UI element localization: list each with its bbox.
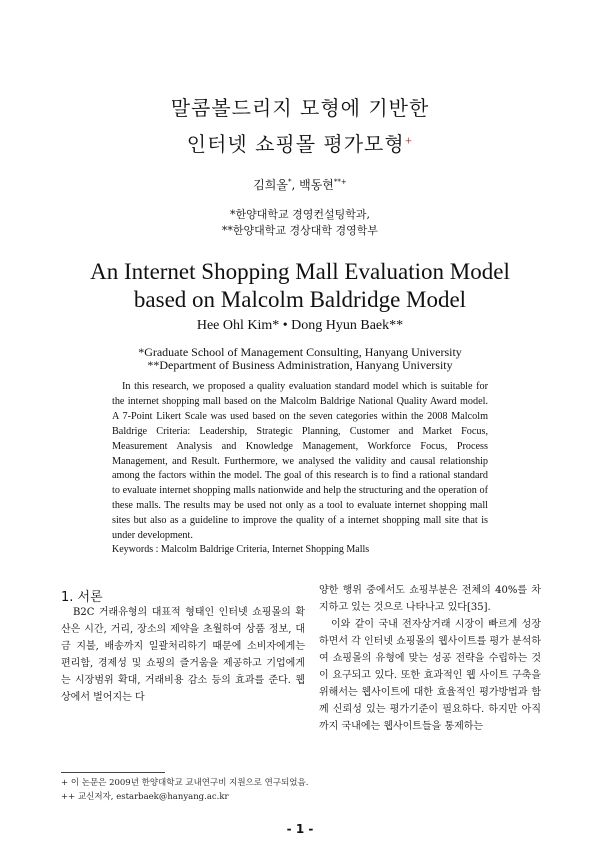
author2-name-ko: 백동현 — [299, 178, 334, 192]
footnote-divider — [61, 772, 165, 773]
author1-name-ko: 김희올 — [253, 178, 288, 192]
english-title-line1: An Internet Shopping Mall Evaluation Model — [90, 259, 510, 284]
right-column-paragraph-1: 양한 행위 중에서도 쇼핑부분은 전체의 40%를 차지하고 있는 것으로 나타나고 있다[35]. — [319, 585, 541, 613]
right-column — [319, 582, 541, 735]
keywords: Keywords : Malcolm Baldrige Criteria, Internet Shopping Malls — [112, 544, 370, 555]
authors-english: Hee Ohl Kim* • Dong Hyun Baek** — [196, 318, 404, 333]
affiliation-ko-2: **한양대학교 경상대학 경영학부 — [221, 224, 379, 237]
left-column — [61, 604, 305, 706]
authors-korean — [0, 176, 600, 193]
korean-title-line1: 말콤볼드리지 모형에 기반한 — [170, 96, 430, 120]
section-heading-introduction: 1. 서론 — [61, 590, 103, 605]
page-number: - 1 - — [286, 822, 314, 836]
affiliation-en-2: **Department of Business Administration, Hanyang University — [147, 358, 453, 372]
affiliation-ko-1: *한양대학교 경영컨설팅학과, — [229, 208, 370, 221]
left-column-paragraph: B2C 거래유형의 대표적 형태인 인터넷 쇼핑몰의 확산은 시간, 거리, 장소의 제약을 초월하여 상품 정보, 대금 지불, 배송까지 일괄처리하기 때문에 소비자에게는 편리함, 경제성 및 쇼핑의 즐거움을 제공하고 기업에게는 시장범위 확대, 거래비용 감소 등의 효과를 준다. 웹상에서 벌어지는 다 — [61, 607, 305, 703]
footnote-1: + 이 논문은 2009년 한양대학교 교내연구비 지원으로 연구되었음. — [61, 778, 309, 788]
affiliation-en-1: *Graduate School of Management Consulting, Hanyang University — [138, 345, 462, 359]
author-separator: , — [291, 178, 300, 192]
author2-mark: **+ — [333, 178, 347, 186]
title-footnote-mark: + — [404, 136, 414, 147]
abstract — [112, 380, 488, 544]
english-title-line2: based on Malcolm Baldridge Model — [133, 287, 467, 312]
right-column-paragraph-2: 이와 같이 국내 전자상거래 시장이 빠르게 성장하면서 각 인터넷 쇼핑몰의 웹사이트를 평가 분석하여 쇼핑몰의 유형에 맞는 성공 전략을 수립하는 것이 요구되고 있다. 또한 효과적인 웹 사이트 구축을 위해서는 웹사이트에 대한 효율적인 평가방법과 함께 신뢰성 있는 평가기준이 필요하다. 하지만 아직까지 국내에는 웹사이트들을 통제하는 — [319, 619, 541, 732]
korean-title-text: 인터넷 쇼핑몰 평가모형 — [186, 132, 405, 156]
author1-mark: * — [287, 178, 292, 186]
footnote-2: ++ 교신저자, estarbaek@hanyang.ac.kr — [61, 792, 229, 802]
abstract-text: In this research, we proposed a quality evaluation standard model which is suitable for the internet shopping mall based on the Malcolm Baldrige National Quality Award model. A 7-Point Likert Scale was used based on the seven categories within the 2008 Malcolm Baldrige Criteria: Leadership, Strategic Planning, Customer and Market Focus, Measurement Analysis and Knowledge Management, Workforce Focus, Process Management, and Result. Furthermore, we analysed the validity and causal relationship among the factors within the model. The goal of this research is to find a rational standard to evaluate internet shopping malls nationwide and help the structuring and the operation of these malls. The results may be used not only as a tool to evaluate internet shopping mall sites but also as a guideline to improve the quality of a internet shopping mall site that is under development. — [112, 381, 488, 542]
korean-title-line2 — [0, 128, 600, 157]
